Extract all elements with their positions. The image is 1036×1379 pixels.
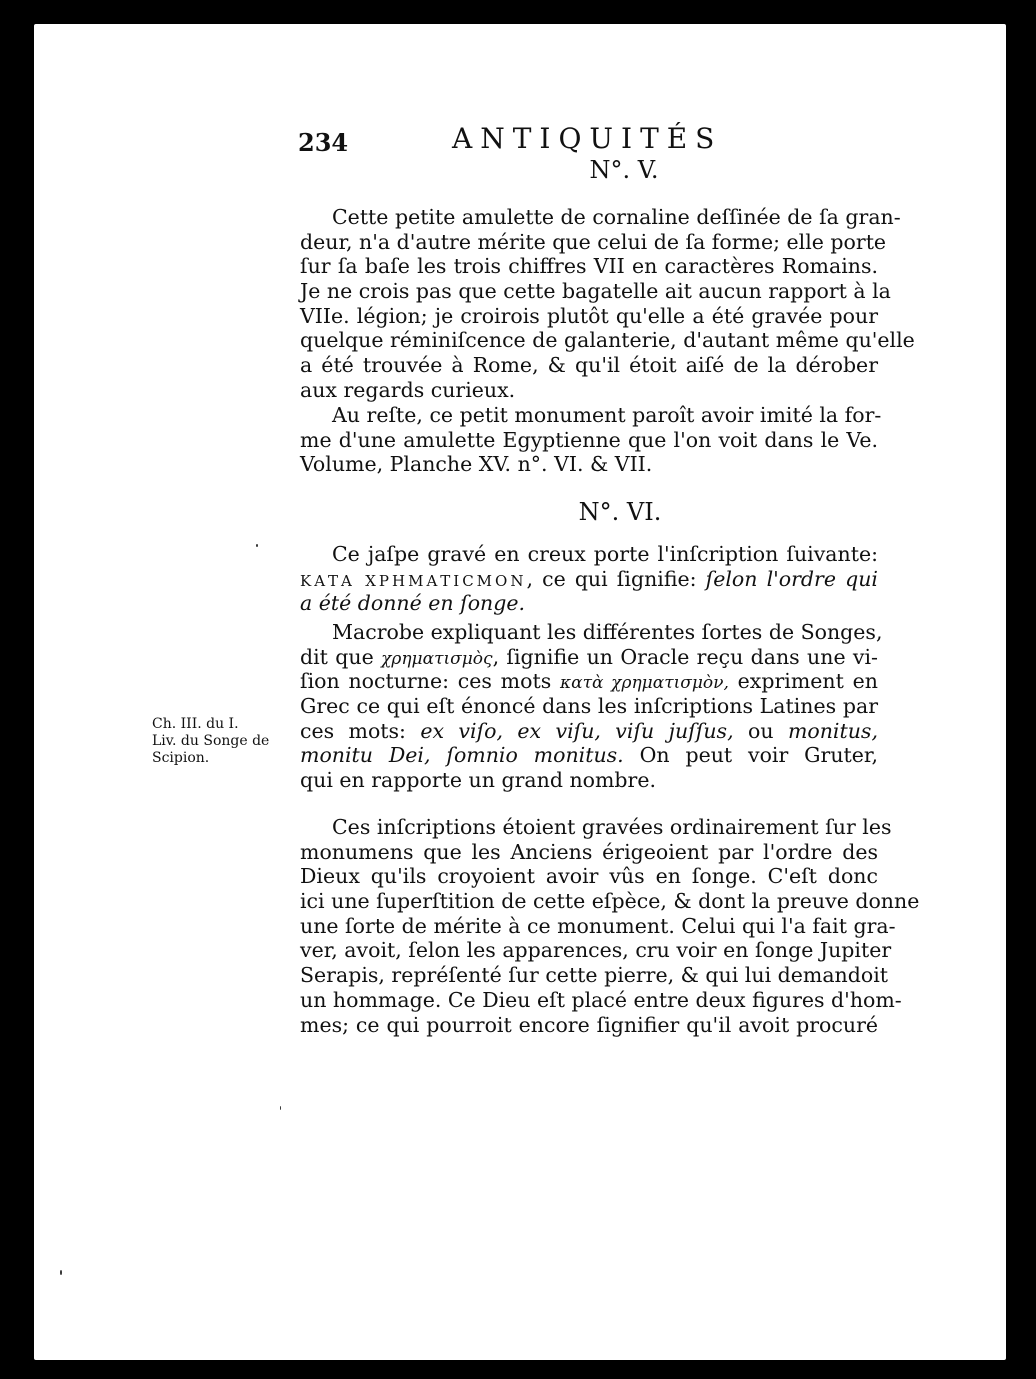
text-line: a été donné en ſonge.	[300, 591, 526, 616]
ink-speck	[280, 1106, 281, 1110]
running-title: ANTIQUITÉS	[452, 122, 723, 155]
text-line: Dieux qu'ils croyoient avoir vûs en ſonge. C'eſt donc	[300, 864, 878, 889]
book-page	[34, 24, 1006, 1360]
section-vi-paragraph-1	[300, 542, 878, 616]
text-line: Je ne crois pas que cette bagatelle ait aucun rapport à la	[300, 279, 891, 304]
ink-speck	[256, 544, 258, 547]
text-line: monumens que les Anciens érigeoient par l'ordre des	[300, 839, 878, 864]
text-line: Serapis, repréſenté ſur cette pierre, & qui lui demandoit	[300, 963, 889, 988]
section-heading-vi: N°. VI.	[578, 498, 662, 526]
text-line: VIIe. légion; je croirois plutôt qu'elle a été gravée pour	[300, 303, 878, 328]
page-header	[34, 120, 1006, 160]
text-line: Volume, Planche XV. n°. VI. & VII.	[300, 452, 653, 477]
greek-inscription: ΚΑΤΑ ΧΡΗΜΑΤΙϹΜΟΝ	[300, 571, 527, 590]
text-line: une ſorte de mérite à ce monument. Celui qui l'a fait gra-	[300, 913, 896, 938]
text-line: Ces inſcriptions étoient gravées ordinairement ſur les	[332, 815, 892, 839]
section-heading-v: N°. V.	[589, 156, 659, 184]
section-v-paragraph-1	[300, 205, 915, 403]
text-line: Cette petite amulette de cornaline deſſinée de ſa gran-	[332, 205, 901, 229]
text-line: Au reſte, ce petit monument paroît avoir imité la for-	[332, 403, 882, 427]
section-vi-paragraph-3	[300, 815, 920, 1037]
text-line: quelque réminiſcence de galanterie, d'autant même qu'elle	[300, 328, 915, 353]
text-line: ver, avoit, ſelon les apparences, cru voir en ſonge Jupiter	[300, 938, 892, 963]
text-line: me d'une amulette Egyptienne que l'on voit dans le Ve.	[300, 427, 878, 452]
text-line: ſur ſa baſe les trois chiffres VII en caractères Romains.	[300, 254, 878, 279]
page-number: 234	[298, 128, 349, 157]
text-line: a été trouvée à Rome, & qu'il étoit aiſé de la dérober	[300, 353, 878, 378]
section-v-paragraph-2	[300, 403, 882, 477]
text-line: dit que χρηματισμὸς, ſignifie un Oracle reçu dans une vi-	[300, 644, 878, 669]
text-line: ſion nocturne: ces mots κατὰ χρηματισμὸν, expriment en	[300, 669, 878, 694]
text-line: Macrobe expliquant les différentes ſortes de Songes,	[332, 620, 883, 644]
margin-note-line: Scipion.	[152, 750, 210, 766]
ink-speck	[60, 1270, 62, 1275]
text-line: Grec ce qui eſt énoncé dans les inſcriptions Latines par	[300, 694, 878, 719]
margin-note-line: Ch. III. du I.	[152, 716, 239, 732]
margin-note-line: Liv. du Songe de	[152, 733, 270, 749]
text-line: Ce jaſpe gravé en creux porte l'inſcription ſuivante:	[332, 542, 878, 566]
margin-note	[152, 716, 290, 767]
text-line: aux regards curieux.	[300, 377, 516, 402]
text-line: qui en rapporte un grand nombre.	[300, 768, 657, 793]
text-line: ici une ſuperſtition de cette eſpèce, & dont la preuve donne	[300, 889, 920, 914]
text-line: mes; ce qui pourroit encore ſignifier qu'il avoit procuré	[300, 1012, 878, 1037]
section-vi-paragraph-2	[300, 620, 883, 793]
text-line: un hommage. Ce Dieu eſt placé entre deux figures d'hom-	[300, 987, 902, 1012]
text-line: deur, n'a d'autre mérite que celui de ſa forme; elle porte	[300, 229, 887, 254]
text-line: ces mots: ex viſo, ex viſu, viſu juſſus, ou monitus,	[300, 718, 878, 743]
text-line: ΚΑΤΑ ΧΡΗΜΑΤΙϹΜΟΝ, ce qui ſignifie: ſelon l'ordre qui	[300, 566, 878, 591]
text-line: monitu Dei, ſomnio monitus. On peut voir Gruter,	[300, 743, 878, 768]
